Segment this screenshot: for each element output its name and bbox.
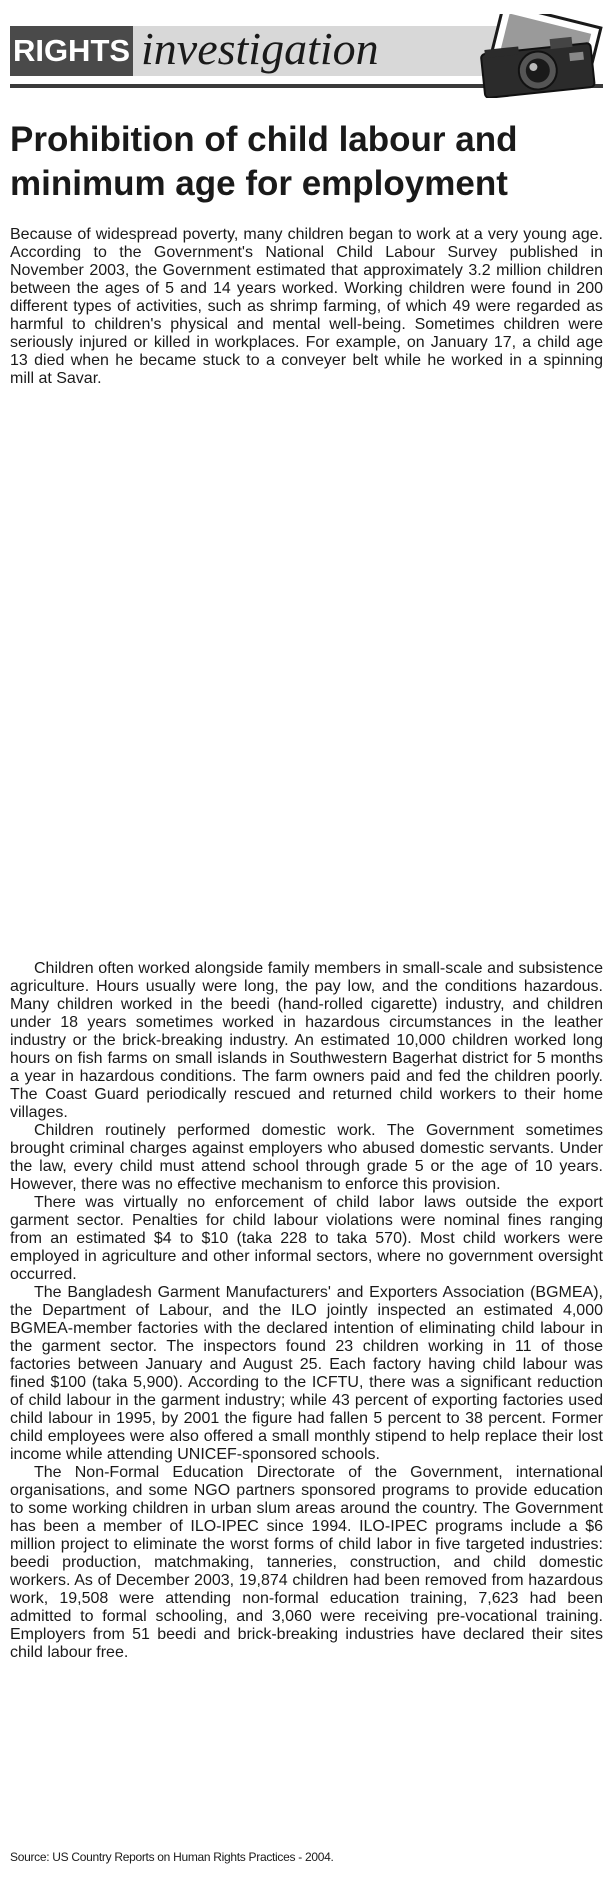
body-paragraph: Children often worked alongside family members in small-scale and subsistence agriculture. Hours usually were long, the pay low, and the conditions hazardous. Many children worked in the beedi (hand-rolled cigarette) industry, and children under 18 years sometimes worked in hazardous circumstances in the leather industry or the brick-breaking industry. An estimated 10,000 children worked long hours on fish farms on small islands in Southwestern Bagerhat district for 5 months a year in hazardous conditions. The farm owners paid and fed the children poorly. The Coast Guard periodically rescued and returned child workers to their home villages. (10, 960, 603, 1121)
body-paragraph: Children routinely performed domestic work. The Government sometimes brought criminal charges against employers who abused domestic servants. Under the law, every child must attend school through grade 5 or the age of 10 years. However, there was no effective mechanism to enforce this provision. (10, 1122, 603, 1193)
body-paragraph: The Non-Formal Education Directorate of the Government, international organisations, and some NGO partners sponsored programs to provide education to some working children in urban slum areas around the country. The Government has been a member of ILO-IPEC since 1994. ILO-IPEC programs include a $6 million project to eliminate the worst forms of child labor in five targeted industries: beedi production, matchmaking, tanneries, construction, and child domestic workers. As of December 2003, 19,874 children had been removed from hazardous work, 19,508 were attending non-formal education training, 7,623 had been admitted to formal schooling, and 3,060 were receiving pre-vocational training. Employers from 51 beedi and brick-breaking industries have declared their sites child labour free. (10, 1464, 603, 1661)
camera-icon (453, 14, 603, 98)
photo-area (10, 420, 603, 940)
section-tag-box (10, 26, 133, 76)
body-paragraph: There was virtually no enforcement of child labor laws outside the export garment sector. Penalties for child labour violations were nominal fines ranging from an estimated $4 to $10 (taka 228 to taka 570). Most child workers were employed in agriculture and other informal sectors, where no government oversight occurred. (10, 1194, 603, 1283)
section-name: investigation (141, 23, 379, 74)
source-note: Source: US Country Reports on Human Rights Practices - 2004. (10, 1850, 334, 1864)
section-header (10, 14, 603, 98)
article-body (10, 960, 603, 1662)
intro-paragraph: Because of widespread poverty, many children began to work at a very young age. According to the Government's National Child Labour Survey published in November 2003, the Government estimated that approximately 3.2 million children between the ages of 5 and 14 years worked. Working children were found in 200 different types of activities, such as shrimp farming, of which 49 were regarded as harmful to children's physical and mental well-being. Sometimes children were seriously injured or killed in workplaces. For example, on January 17, a child age 13 died when he became stuck to a conveyer belt while he worked in a spinning mill at Savar. (10, 226, 603, 387)
section-tag: RIGHTS (12, 33, 131, 68)
intro-block (10, 226, 603, 388)
body-paragraph: The Bangladesh Garment Manufacturers' and Exporters Association (BGMEA), the Department of Labour, and the ILO jointly inspected an estimated 4,000 BGMEA-member factories with the declared intention of eliminating child labour in the garment sector. The inspectors found 23 children working in 11 of those factories between January and August 25. Each factory having child labour was fined $100 (taka 5,900). According to the ICFTU, there was a significant reduction of child labour in the garment industry; while 43 percent of exporting factories used child labour in 1995, by 2001 the figure had fallen 5 percent to 38 percent. Former child employees were also offered a small monthly stipend to help replace their lost income while attending UNICEF-sponsored schools. (10, 1284, 603, 1463)
article-headline: Prohibition of child labour and minimum age for employment (10, 120, 518, 203)
